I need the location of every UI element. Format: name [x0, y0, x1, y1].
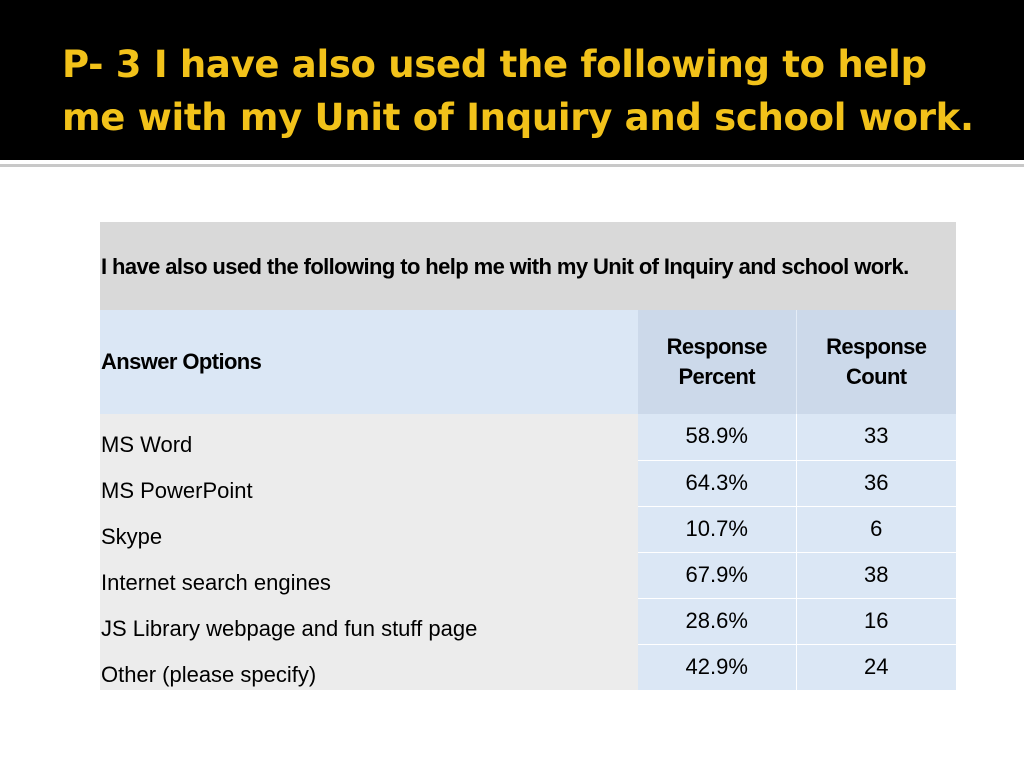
response-count-header: Response Count: [796, 310, 956, 414]
title-divider: [0, 164, 1024, 167]
response-percent: 67.9%: [638, 552, 796, 598]
response-count: 16: [796, 598, 956, 644]
answer-option: MS PowerPoint: [100, 460, 638, 506]
answer-option: Skype: [100, 506, 638, 552]
table-row: [100, 506, 956, 552]
response-count: 24: [796, 644, 956, 690]
answer-option: MS Word: [100, 414, 638, 460]
title-bar: [0, 0, 1024, 160]
response-count: 36: [796, 460, 956, 506]
table-row: [100, 552, 956, 598]
answer-option: JS Library webpage and fun stuff page: [100, 598, 638, 644]
question-row: [100, 222, 956, 310]
response-percent-header: Response Percent: [638, 310, 796, 414]
slide-title: P- 3 I have also used the following to help me with my Unit of Inquiry and school work.: [62, 43, 974, 139]
response-count: 6: [796, 506, 956, 552]
response-percent: 10.7%: [638, 506, 796, 552]
answer-option: Internet search engines: [100, 552, 638, 598]
response-count: 38: [796, 552, 956, 598]
survey-results-table: [100, 222, 956, 690]
answer-option: Other (please specify): [100, 644, 638, 690]
table-row: [100, 414, 956, 460]
response-percent: 64.3%: [638, 460, 796, 506]
response-count: 33: [796, 414, 956, 460]
table-row: [100, 644, 956, 690]
answer-options-header: Answer Options: [100, 310, 638, 414]
table-row: [100, 460, 956, 506]
table-row: [100, 598, 956, 644]
question-text: I have also used the following to help me with my Unit of Inquiry and school work.: [100, 222, 956, 310]
response-percent: 28.6%: [638, 598, 796, 644]
response-percent: 58.9%: [638, 414, 796, 460]
header-row: [100, 310, 956, 414]
response-percent: 42.9%: [638, 644, 796, 690]
